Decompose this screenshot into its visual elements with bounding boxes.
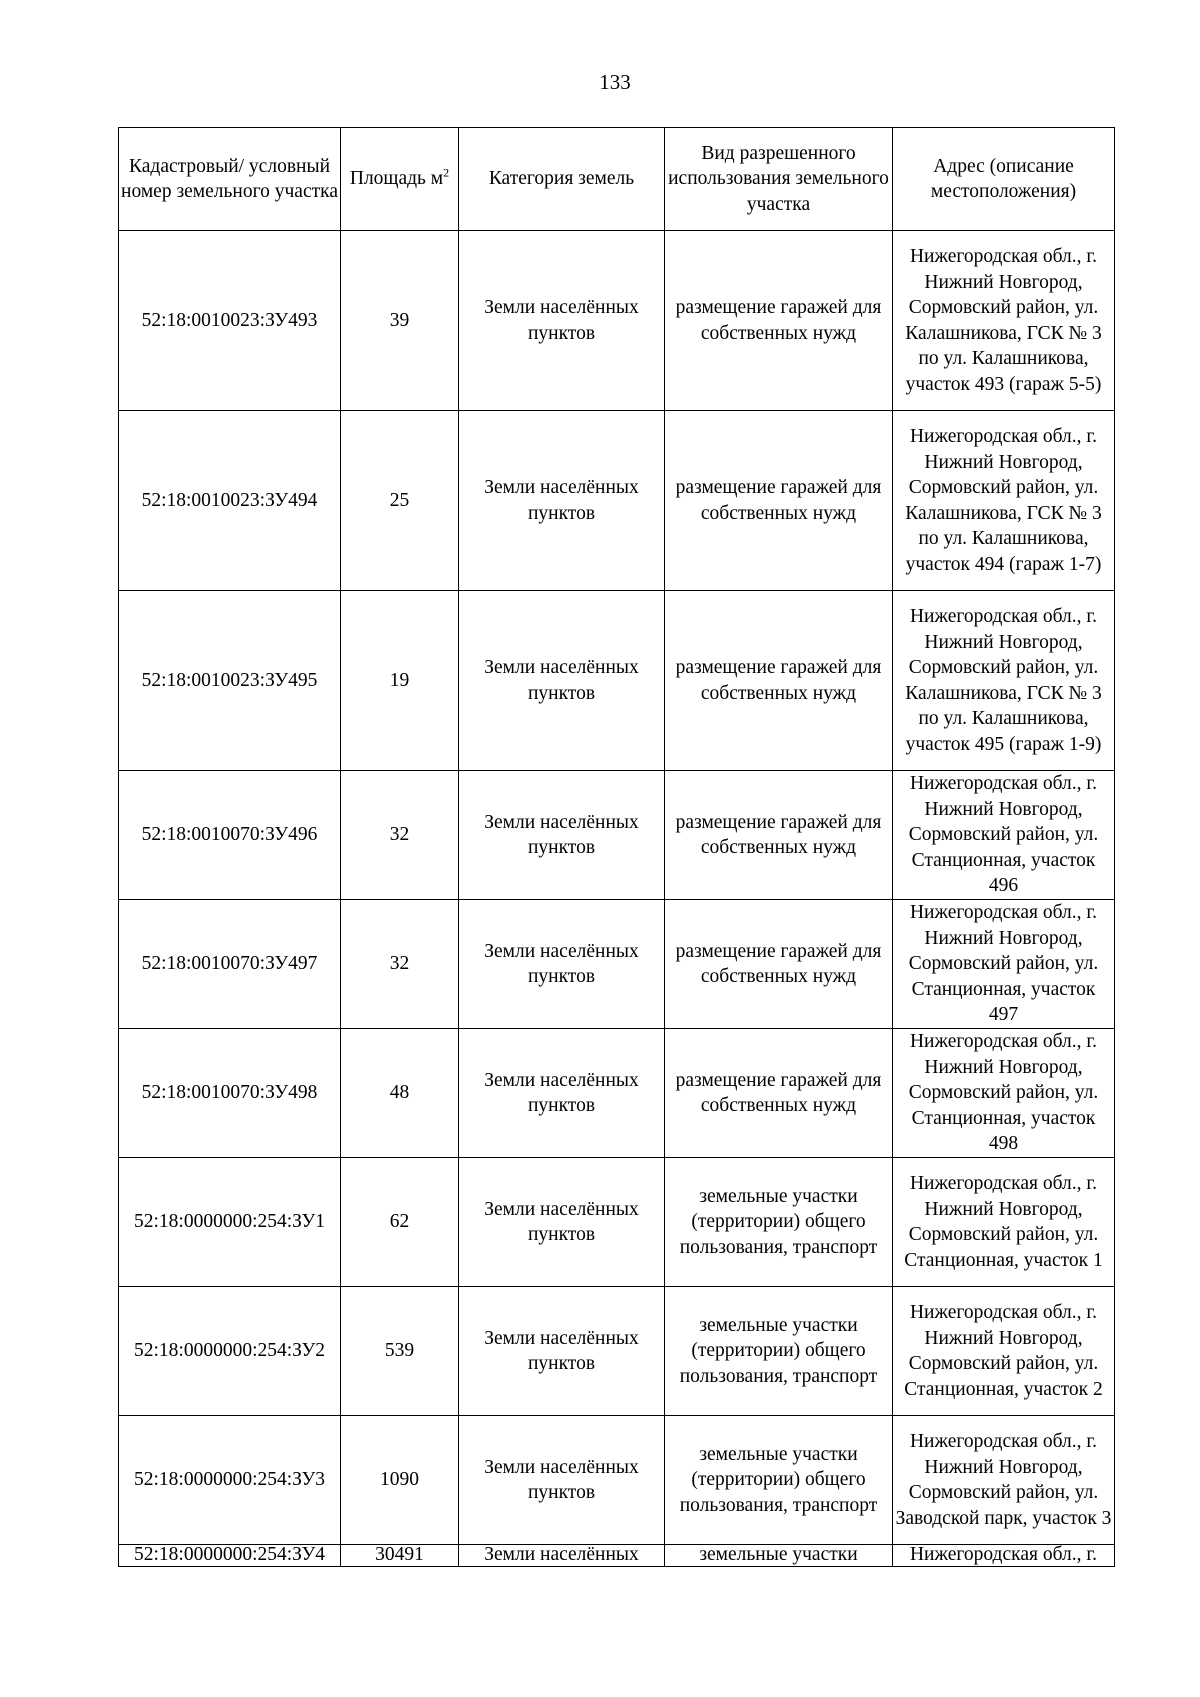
table-row	[119, 1158, 1115, 1287]
cell-land-category: Земли населённых пунктов	[459, 771, 665, 900]
cell-area: 25	[341, 411, 459, 591]
cell-land-category: Земли населённых пунктов	[459, 1416, 665, 1545]
table-row	[119, 1545, 1115, 1567]
cell-address: Нижегородская обл., г. Нижний Новгород, Сормовский район, ул. Станционная, участок 1	[893, 1158, 1115, 1287]
cell-land-category: Земли населённых пунктов	[459, 1287, 665, 1416]
header-address: Адрес (описание местоположения)	[893, 128, 1115, 231]
header-area-unit-superscript: 2	[443, 165, 450, 180]
cell-area: 39	[341, 231, 459, 411]
cell-land-category: Земли населённых	[459, 1545, 665, 1567]
table-row	[119, 1416, 1115, 1545]
table-row	[119, 771, 1115, 900]
cell-cadastral-number: 52:18:0010070:ЗУ496	[119, 771, 341, 900]
cell-land-category: Земли населённых пунктов	[459, 1158, 665, 1287]
table-row	[119, 1287, 1115, 1416]
table-row	[119, 231, 1115, 411]
header-area	[341, 128, 459, 231]
land-plots-table	[118, 127, 1115, 1567]
cell-permitted-use: размещение гаражей для собственных нужд	[665, 771, 893, 900]
cell-area: 32	[341, 771, 459, 900]
cell-permitted-use: размещение гаражей для собственных нужд	[665, 411, 893, 591]
cell-permitted-use: размещение гаражей для собственных нужд	[665, 900, 893, 1029]
cell-permitted-use: размещение гаражей для собственных нужд	[665, 231, 893, 411]
cell-permitted-use: земельные участки (территории) общего пользования, транспорт	[665, 1158, 893, 1287]
cell-permitted-use: земельные участки (территории) общего пользования, транспорт	[665, 1287, 893, 1416]
cell-area: 539	[341, 1287, 459, 1416]
cell-area: 19	[341, 591, 459, 771]
cell-land-category: Земли населённых пунктов	[459, 1029, 665, 1158]
cell-area: 62	[341, 1158, 459, 1287]
cell-cadastral-number: 52:18:0000000:254:ЗУ4	[119, 1545, 341, 1567]
cell-area: 32	[341, 900, 459, 1029]
cell-land-category: Земли населённых пунктов	[459, 411, 665, 591]
cell-cadastral-number: 52:18:0000000:254:ЗУ1	[119, 1158, 341, 1287]
cell-permitted-use: размещение гаражей для собственных нужд	[665, 1029, 893, 1158]
cell-permitted-use: земельные участки (территории) общего пользования, транспорт	[665, 1416, 893, 1545]
table-row	[119, 900, 1115, 1029]
cell-cadastral-number: 52:18:0000000:254:ЗУ3	[119, 1416, 341, 1545]
cell-address: Нижегородская обл., г. Нижний Новгород, Сормовский район, ул. Станционная, участок 2	[893, 1287, 1115, 1416]
page-number: 133	[599, 70, 631, 94]
cell-address: Нижегородская обл., г. Нижний Новгород, Сормовский район, ул. Станционная, участок 497	[893, 900, 1115, 1029]
cell-area: 30491	[341, 1545, 459, 1567]
table-row	[119, 1029, 1115, 1158]
header-land-category: Категория земель	[459, 128, 665, 231]
cell-address: Нижегородская обл., г. Нижний Новгород, Сормовский район, ул. Заводской парк, участок 3	[893, 1416, 1115, 1545]
cell-cadastral-number: 52:18:0010023:ЗУ493	[119, 231, 341, 411]
table-row	[119, 411, 1115, 591]
cell-cadastral-number: 52:18:0010070:ЗУ498	[119, 1029, 341, 1158]
table-header-row	[119, 128, 1115, 231]
cell-permitted-use: земельные участки	[665, 1545, 893, 1567]
cell-cadastral-number: 52:18:0010023:ЗУ494	[119, 411, 341, 591]
cell-cadastral-number: 52:18:0000000:254:ЗУ2	[119, 1287, 341, 1416]
header-permitted-use: Вид разрешенного использования земельного участка	[665, 128, 893, 231]
header-cadastral-number: Кадастровый/ условный номер земельного участка	[119, 128, 341, 231]
header-area-label: Площадь м	[349, 168, 444, 190]
cell-cadastral-number: 52:18:0010023:ЗУ495	[119, 591, 341, 771]
cell-area: 48	[341, 1029, 459, 1158]
cell-land-category: Земли населённых пунктов	[459, 591, 665, 771]
cell-address: Нижегородская обл., г. Нижний Новгород, Сормовский район, ул. Станционная, участок 498	[893, 1029, 1115, 1158]
cell-address: Нижегородская обл., г. Нижний Новгород, Сормовский район, ул. Станционная, участок 496	[893, 771, 1115, 900]
cell-address: Нижегородская обл., г.	[893, 1545, 1115, 1567]
cell-land-category: Земли населённых пунктов	[459, 900, 665, 1029]
cell-area: 1090	[341, 1416, 459, 1545]
table-row	[119, 591, 1115, 771]
cell-cadastral-number: 52:18:0010070:ЗУ497	[119, 900, 341, 1029]
cell-land-category: Земли населённых пунктов	[459, 231, 665, 411]
cell-permitted-use: размещение гаражей для собственных нужд	[665, 591, 893, 771]
cell-address: Нижегородская обл., г. Нижний Новгород, Сормовский район, ул. Калашникова, ГСК № 3 по ул. Калашникова, участок 493 (гараж 5-5)	[893, 231, 1115, 411]
cell-address: Нижегородская обл., г. Нижний Новгород, Сормовский район, ул. Калашникова, ГСК № 3 по ул. Калашникова, участок 495 (гараж 1-9)	[893, 591, 1115, 771]
cell-address: Нижегородская обл., г. Нижний Новгород, Сормовский район, ул. Калашникова, ГСК № 3 по ул. Калашникова, участок 494 (гараж 1-7)	[893, 411, 1115, 591]
